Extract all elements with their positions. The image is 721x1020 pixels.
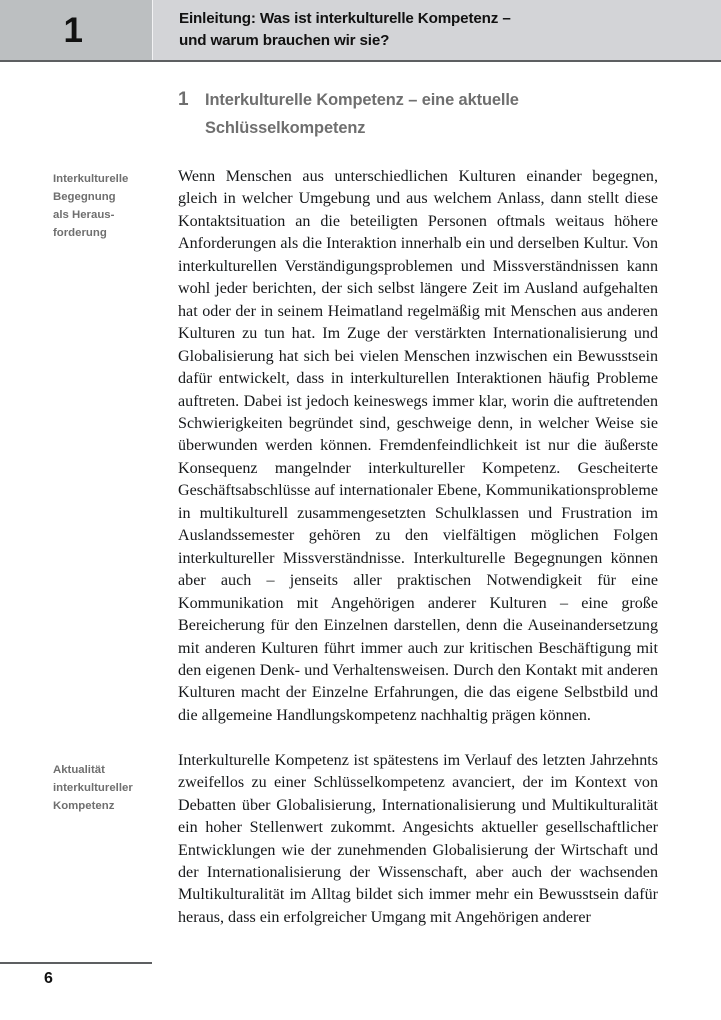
- section-heading: [178, 86, 658, 142]
- margin-note-line: Aktualität: [53, 764, 105, 776]
- footer-divider-rule: [0, 962, 152, 964]
- margin-note-line: Kompetenz: [53, 800, 115, 813]
- margin-note-line: forderung: [53, 227, 107, 240]
- margin-note-line: interkultureller: [53, 782, 133, 795]
- footer-page-number: 6: [44, 970, 53, 987]
- body-text-column: [178, 166, 658, 929]
- header-title-box: [152, 0, 721, 60]
- header-title-line-2: und warum brauchen wir sie?: [179, 32, 390, 49]
- page-header: [0, 0, 721, 60]
- margin-note-line: als Heraus-: [53, 209, 115, 222]
- header-title-line-1: Einleitung: Was ist interkulturelle Kompetenz –: [179, 10, 511, 28]
- section-title: [205, 86, 519, 142]
- margin-note-interkulturelle-begegnung: [53, 170, 171, 242]
- margin-note-line: Begegnung: [53, 191, 116, 204]
- section-title-line-2: Schlüsselkompetenz: [205, 119, 366, 138]
- section-title-line-1: Interkulturelle Kompetenz – eine aktuelle: [205, 91, 519, 109]
- body-paragraph-2: Interkulturelle Kompetenz ist spätestens im Verlauf des letzten Jahrzehnts zweifellos zu einer Schlüsselkompetenz avanciert, der im Kontext von Debatten über Globalisierung, Internationalisierung und Multikulturalität ein hoher Stellenwert zukommt. Angesichts aktueller gesellschaftlicher Entwicklungen wie der zunehmenden Globalisierung der Wirtschaft und der Internationalisierung der Wissenschaft, aber auch der wachsenden Multikulturalität im Alltag bildet sich immer mehr ein Bewusstsein dafür heraus, dass ein erfolgreicher Umgang mit Angehörigen anderer: [178, 751, 658, 926]
- header-chapter-box: [0, 0, 152, 60]
- body-paragraph-1: Wenn Menschen aus unterschiedlichen Kulturen einander begegnen, gleich in welcher Umgebung und aus welchem Anlass, dann stellt diese Kontaktsituation an die beteiligten Personen oftmals weitaus höhere Anforderungen als die Interaktion innerhalb ein und derselben Kultur. Von interkulturellen Verständigungsproblemen und Missverständnissen kann wohl jeder berichten, der sich selbst längere Zeit im Ausland aufgehalten hat oder der in seinem Heimatland regelmäßig mit Menschen aus anderen Kulturen zu tun hat. Im Zuge der verstärkten Internationalisierung und Globalisierung hat sich bei vielen Menschen inzwischen ein Bewusstsein dafür entwickelt, dass in interkulturellen Interaktionen häufig Probleme auftreten. Dabei ist jedoch keineswegs immer klar, worin die auftretenden Schwierigkeiten begründet sind, geschweige denn, in welcher Weise sie überwunden werden können. Fremdenfeindlichkeit ist nur die äußerste Konsequenz mangelnder interkultureller Kompetenz. Gescheiterte Geschäftsabschlüsse auf internationaler Ebene, Kommunikationsprobleme in multikulturell zusammengesetzten Schulklassen und Frustration im Auslandssemester gehören zu den vielfältigen möglichen Folgen interkultureller Missverständnisse. Interkulturelle Begegnungen können aber auch – jenseits aller praktischen Notwendigkeit für eine Kommunikation mit Angehörigen anderer Kulturen – eine große Bereicherung für den Einzelnen darstellen, denn die Auseinandersetzung mit anderen Kulturen führt immer auch zur kritischen Beschäftigung mit den eigenen Denk- und Verhaltensweisen. Durch den Kontakt mit anderen Kulturen macht der Einzelne Erfahrungen, die das eigene Selbstbild und die allgemeine Handlungskompetenz nachhaltig prägen können.: [178, 168, 658, 724]
- margin-note-aktualitaet: [53, 761, 171, 815]
- header-title: [179, 8, 511, 51]
- section-number: 1: [178, 89, 189, 110]
- header-divider-rule: [0, 60, 721, 62]
- margin-note-line: Interkulturelle: [53, 173, 129, 185]
- header-chapter-number: 1: [63, 10, 83, 50]
